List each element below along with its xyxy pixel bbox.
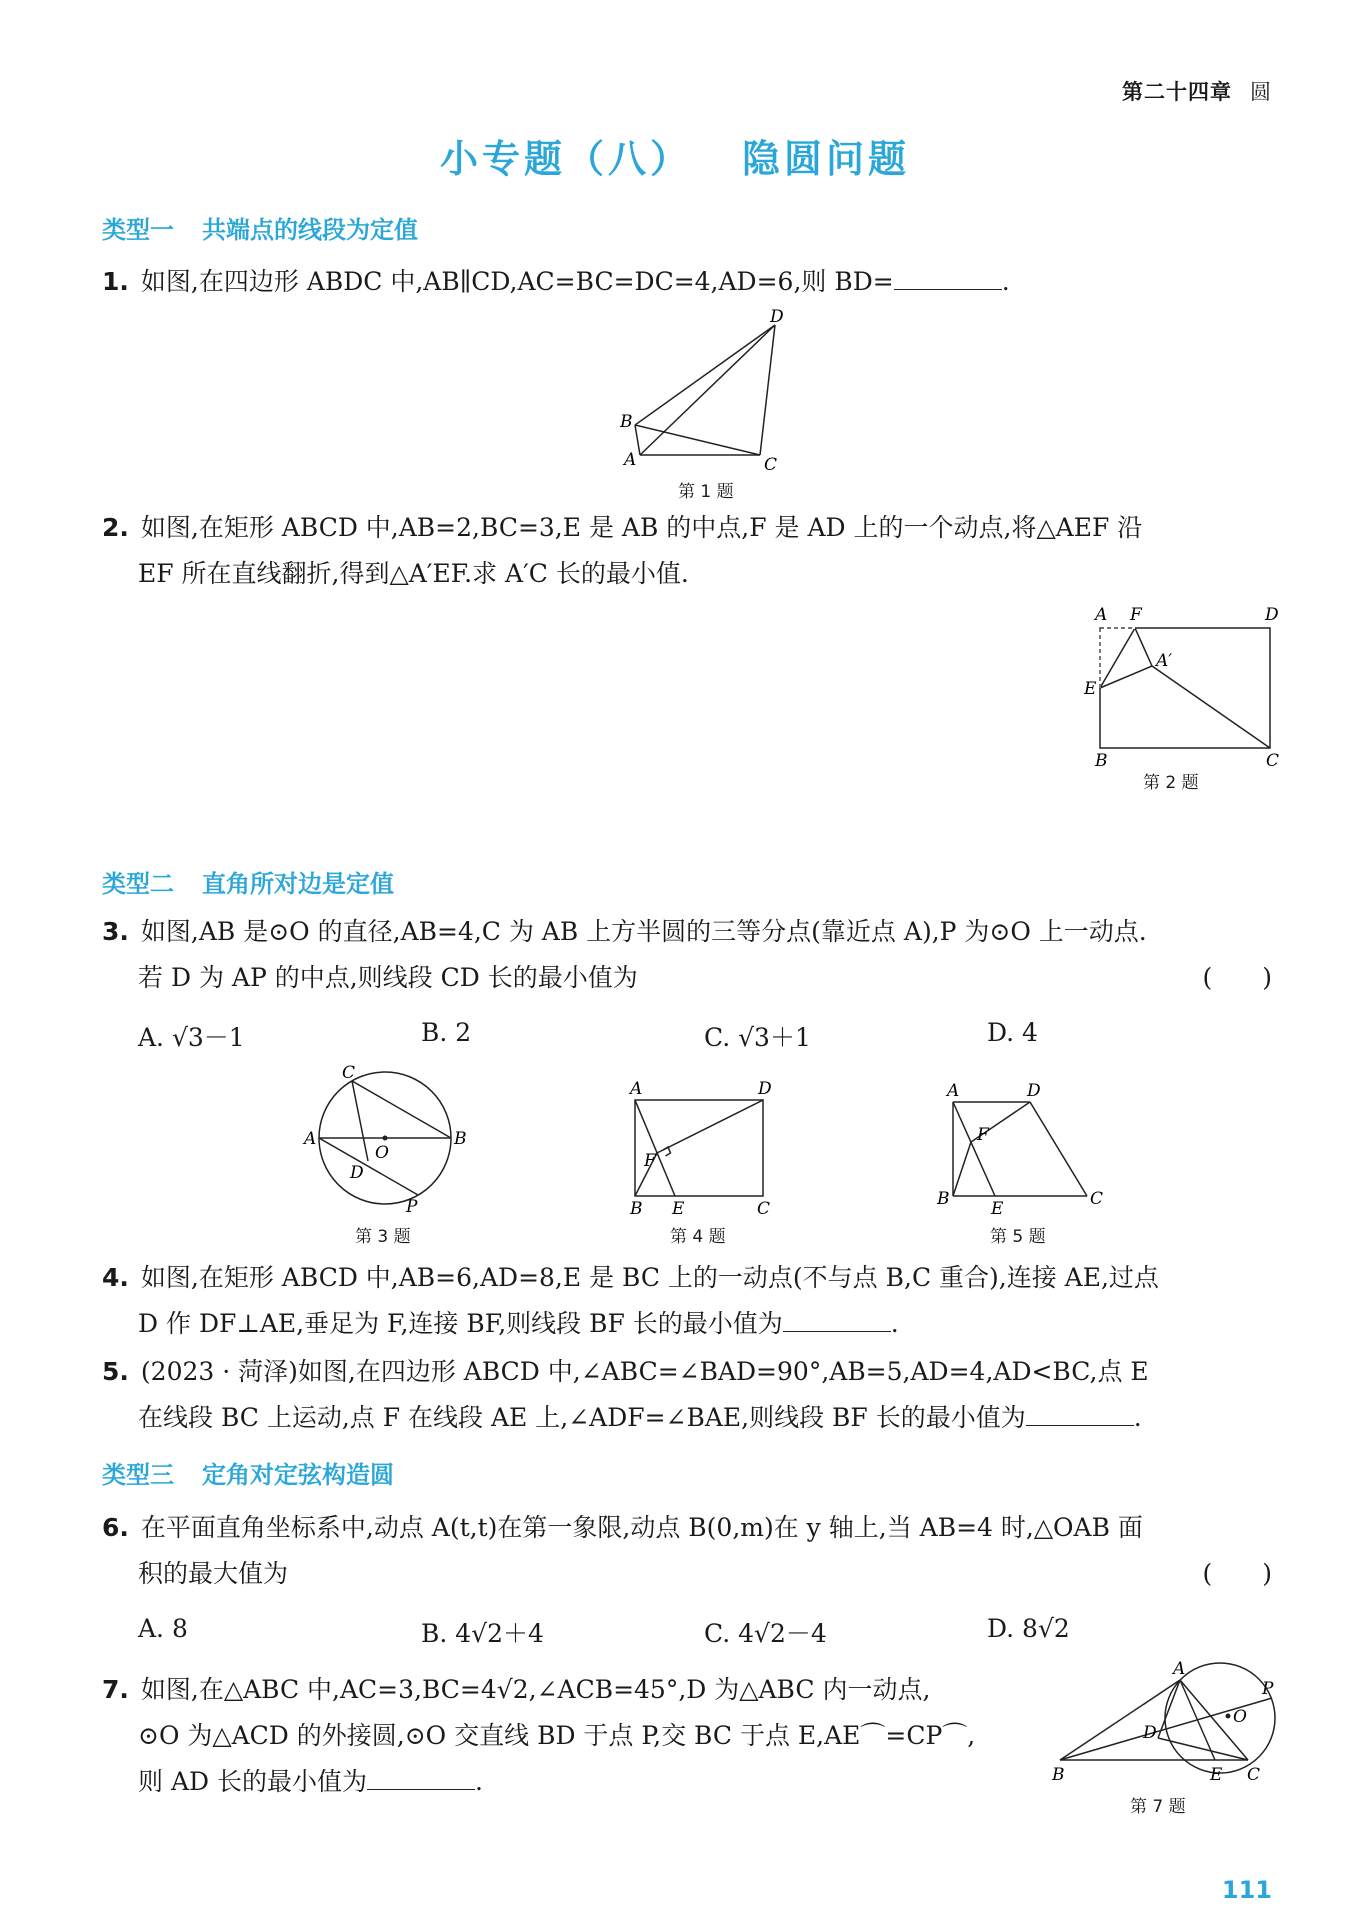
section-heading-2: 类型二 直角所对边是定值 — [102, 870, 394, 898]
svg-text:C: C — [757, 1199, 771, 1219]
question-5: 5. (2023 · 菏泽)如图,在四边形 ABCD 中,∠ABC=∠BAD=90°,AB=5,AD=4,AD<BC,点 E 在线段 BC 上运动,点 F 在线段 AE 上,∠ADF=∠BAE,则线段 BF 长的最小值为 . — [102, 1357, 1149, 1432]
svg-text:D: D — [770, 307, 784, 327]
svg-text:B: B — [1095, 751, 1108, 770]
svg-text:B: B — [454, 1129, 467, 1149]
svg-text:E: E — [1210, 1765, 1223, 1785]
figure-5 — [935, 1080, 1110, 1220]
svg-text:A: A — [624, 450, 637, 470]
svg-text:A: A — [947, 1081, 960, 1101]
question-1: 1. 如图,在四边形 ABDC 中,AB∥CD,AC=BC=DC=4,AD=6,则 BD= . — [102, 267, 1010, 296]
svg-text:D: D — [758, 1080, 772, 1099]
answer-blank[interactable] — [894, 269, 1002, 290]
figure-caption: 第 5 题 — [990, 1227, 1046, 1247]
svg-text:O: O — [1233, 1707, 1247, 1727]
option-b[interactable]: B. 2 — [421, 1018, 472, 1047]
svg-text:O: O — [375, 1143, 389, 1163]
svg-text:F: F — [977, 1125, 989, 1145]
svg-text:D: D — [1143, 1723, 1157, 1743]
question-4: 4. 如图,在矩形 ABCD 中,AB=6,AD=8,E 是 BC 上的一动点(不与点 B,C 重合),连接 AE,过点 D 作 DF⊥AE,垂足为 F,连接 BF,则线段 BF 长的最小值为 . — [102, 1263, 1159, 1338]
svg-text:D: D — [350, 1163, 364, 1183]
figure-caption: 第 4 题 — [670, 1227, 726, 1247]
question-6: 6. 在平面直角坐标系中,动点 A(t,t)在第一象限,动点 B(0,m)在 y 轴上,当 AB=4 时,△OAB 面 积的最大值为 ( ) — [102, 1505, 1272, 1597]
svg-text:B: B — [1052, 1765, 1065, 1785]
svg-text:C: C — [1090, 1189, 1104, 1209]
page-number: 111 — [1221, 1876, 1272, 1904]
figure-4 — [620, 1080, 780, 1220]
svg-text:A′: A′ — [1156, 651, 1173, 671]
figure-3 — [300, 1060, 475, 1230]
figure-caption: 第 2 题 — [1143, 773, 1199, 793]
svg-text:A: A — [1095, 605, 1108, 625]
figure-caption: 第 3 题 — [355, 1227, 411, 1247]
svg-text:C: C — [764, 455, 778, 475]
svg-text:P: P — [406, 1197, 418, 1217]
svg-text:B: B — [630, 1199, 643, 1219]
svg-text:C: C — [1247, 1765, 1261, 1785]
answer-paren[interactable]: ( ) — [1202, 1559, 1272, 1588]
svg-text:E: E — [1084, 679, 1097, 699]
question-7: 7. 如图,在△ABC 中,AC=3,BC=4√2,∠ACB=45°,D 为△ABC 内一动点, ⊙O 为△ACD 的外接圆,⊙O 交直线 BD 于点 P,交 BC 于点 E,AE⌒=CP⌒, 则 AD 长的最小值为 . — [102, 1675, 976, 1796]
option-a[interactable]: A. √3－1 — [138, 1023, 245, 1052]
option-c[interactable]: C. 4√2－4 — [704, 1619, 827, 1648]
option-a[interactable]: A. 8 — [138, 1614, 188, 1643]
page-title: 小专题（八） 隐圆问题 — [439, 137, 911, 181]
svg-text:F: F — [644, 1151, 656, 1171]
svg-text:C: C — [1266, 751, 1280, 770]
figure-1 — [610, 305, 810, 475]
svg-text:C: C — [342, 1063, 356, 1083]
figure-7 — [1040, 1658, 1280, 1788]
option-d[interactable]: D. 4 — [987, 1018, 1038, 1047]
figure-2 — [1070, 600, 1285, 770]
chapter-header: 第二十四章 圆 — [1122, 80, 1272, 104]
question-3: 3. 如图,AB 是⊙O 的直径,AB=4,C 为 AB 上方半圆的三等分点(靠近点 A),P 为⊙O 上一动点. 若 D 为 AP 的中点,则线段 CD 长的最小值为 ( ) — [102, 909, 1272, 1001]
figure-caption: 第 1 题 — [678, 482, 734, 502]
answer-blank[interactable] — [783, 1311, 891, 1332]
svg-text:A: A — [304, 1129, 317, 1149]
svg-text:D: D — [1027, 1081, 1041, 1101]
answer-blank[interactable] — [1026, 1405, 1134, 1426]
answer-paren[interactable]: ( ) — [1202, 963, 1272, 992]
svg-text:B: B — [620, 412, 633, 432]
svg-text:A: A — [1173, 1659, 1186, 1679]
question-2: 2. 如图,在矩形 ABCD 中,AB=2,BC=3,E 是 AB 的中点,F 是 AD 上的一个动点,将△AEF 沿 EF 所在直线翻折,得到△A′EF.求 A′C 长的最小值. — [102, 513, 1143, 588]
svg-text:P: P — [1262, 1679, 1274, 1699]
svg-text:D: D — [1265, 605, 1279, 625]
section-heading-1: 类型一 共端点的线段为定值 — [102, 216, 418, 244]
svg-text:B: B — [937, 1189, 950, 1209]
option-d[interactable]: D. 8√2 — [987, 1614, 1070, 1643]
svg-text:F: F — [1130, 605, 1142, 625]
svg-text:E: E — [991, 1199, 1004, 1219]
answer-blank[interactable] — [367, 1769, 475, 1790]
option-c[interactable]: C. √3＋1 — [704, 1023, 811, 1052]
section-heading-3: 类型三 定角对定弦构造圆 — [102, 1461, 394, 1489]
svg-text:A: A — [630, 1080, 643, 1099]
option-b[interactable]: B. 4√2＋4 — [421, 1619, 544, 1648]
figure-caption: 第 7 题 — [1130, 1797, 1186, 1817]
svg-text:E: E — [672, 1199, 685, 1219]
